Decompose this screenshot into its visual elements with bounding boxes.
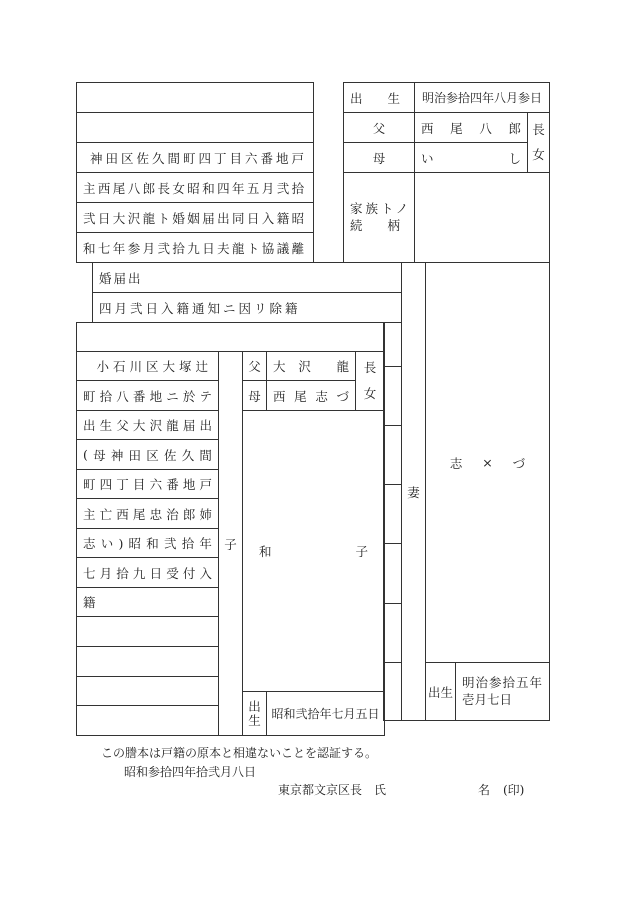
record-line: 小石川区大塚辻 [76,351,219,381]
record-line [76,112,314,143]
child-mother-label: 母 [242,380,267,411]
child-birth-value: 昭和弐拾年七月五日 [266,691,385,736]
family-relation-label: 家族トノ 続 柄 [343,172,415,263]
birth-value: 明治参拾四年八月参日 [414,82,550,113]
record-line: 出 生 父 大 沢 龍 届 出 [76,410,219,440]
father-name: 西 尾 八 郎 [414,112,528,143]
record-line [76,616,219,647]
child-father-label: 父 [242,351,267,381]
child-birth-label: 出 生 [242,691,267,736]
mother-name: い し [414,142,528,173]
child-name: 和 子 [242,410,385,692]
certification-name-label: 名 [478,783,491,797]
family-relation-value [414,172,550,263]
record-line [76,82,314,113]
record-line: 籍 [76,587,219,617]
record-line: 和七年参月弐拾九日夫龍ト協議離 [76,232,314,263]
birth-label: 出 生 [343,82,415,113]
record-line: 町 拾 八 番 地 ニ 於 テ [76,380,219,411]
record-line: 七 月 拾 九 日 受 付 入 [76,557,219,588]
record-line [76,646,219,677]
certification-statement: この謄本は戸籍の原本と相違ないことを認証する。 [101,746,378,760]
child-relation: 長 女 [355,351,385,411]
record-line: 主西尾八郎長女昭和四年五月弐拾 [76,172,314,203]
relation: 長 女 [527,112,550,173]
record-line: 四月弐日入籍通知ニ因リ除籍 [92,292,402,323]
child-father-name: 大 沢 龍 [266,351,356,381]
child-mother-name: 西 尾 志 づ [266,380,356,411]
child-role: 子 [218,351,243,736]
record-line: 弐日大沢龍ト婚姻届出同日入籍昭 [76,202,314,233]
certification-issuer: 東京都文京区長 氏 [278,783,387,797]
mother-label: 母 [343,142,415,173]
record-line: 神田区佐久間町四丁目六番地戸 [76,142,314,173]
record-line [76,676,219,706]
record-line: 婚届出 [92,262,402,293]
father-label: 父 [343,112,415,143]
record-line [76,322,385,352]
wife-name: 志 × づ [425,262,550,663]
record-line: 町 四 丁 目 六 番 地 戸 [76,469,219,499]
record-line: ( 母 神 田 区 佐 久 間 [76,439,219,470]
wife-birth-value: 明治参拾五年 壱月七日 [455,662,550,721]
seal: (印) [503,783,525,797]
certification-date: 昭和参拾四年拾弐月八日 [124,765,257,779]
record-line: 主 亡 西 尾 忠 治 郎 姉 [76,498,219,529]
wife-role: 妻 [401,262,426,721]
record-line [76,705,219,736]
wife-birth-label: 出生 [425,662,456,721]
record-line: 志 い ) 昭 和 弐 拾 年 [76,528,219,558]
